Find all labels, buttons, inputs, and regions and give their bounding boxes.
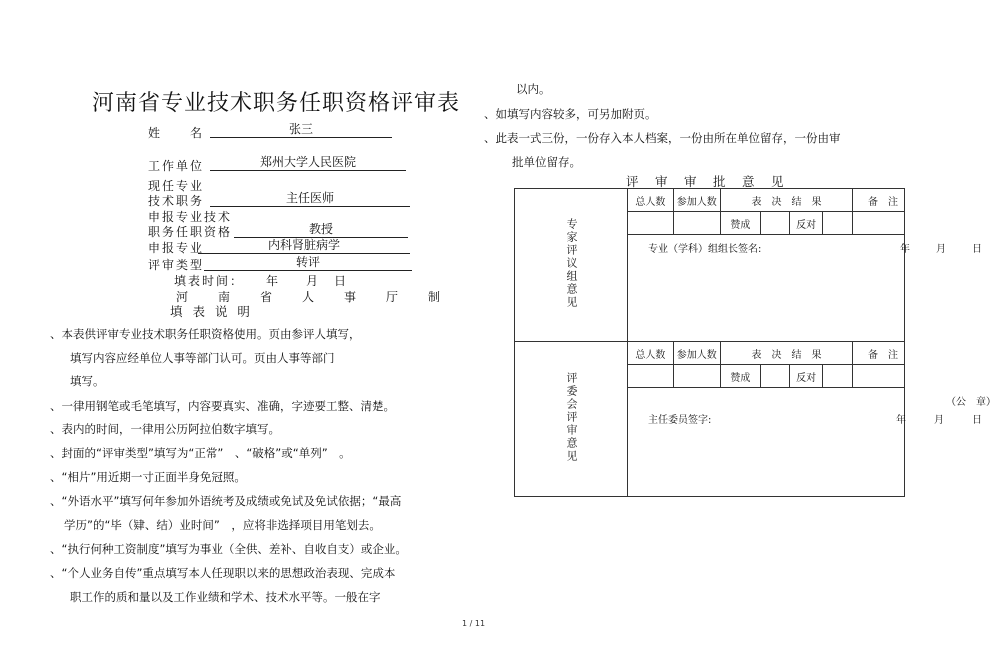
sign-year: 年 bbox=[896, 415, 906, 426]
sign-year: 年 bbox=[900, 244, 910, 255]
review-title: 评 审 审 批 意 见 bbox=[626, 174, 786, 189]
agree-label-cell: 赞成 bbox=[720, 365, 760, 388]
committee-opinion-area[interactable] bbox=[628, 388, 996, 497]
note-cell[interactable] bbox=[853, 212, 905, 235]
apply-qualification-field[interactable]: 教授 bbox=[234, 222, 408, 238]
oppose-count-cell[interactable] bbox=[823, 365, 853, 388]
instruction-line: 、“个人业务自传”重点填写本人任现职以来的思想政治表现、完成本 bbox=[50, 566, 396, 580]
oppose-count-cell[interactable] bbox=[823, 212, 853, 235]
date-day: 日 bbox=[334, 274, 349, 288]
instruction-line: 、本表供评审专业技术职务任职资格使用。页由参评人填写， bbox=[50, 327, 361, 341]
review-type-label: 评审类型 bbox=[148, 258, 205, 272]
col-participants-header: 参加人数 bbox=[673, 189, 720, 212]
current-post-label-1: 现任专业 bbox=[148, 179, 205, 193]
date-year: 年 bbox=[266, 274, 281, 288]
instructions-title: 填 表 说 明 bbox=[170, 304, 253, 319]
apply-qualification-label-1: 申报专业技术 bbox=[148, 210, 233, 224]
col-result-header: 表 决 结 果 bbox=[720, 342, 852, 365]
instruction-line: 学历”的“毕（肄、结）业时间” ，应将非选择项目用笔划去。 bbox=[64, 518, 381, 532]
date-label: 填表时间： bbox=[174, 274, 245, 288]
agree-count-cell[interactable] bbox=[760, 212, 789, 235]
issuing-authority: 河 南 省 人 事 厅 制 bbox=[176, 290, 443, 304]
sign-day: 日 bbox=[972, 415, 982, 426]
col-note-header: 备 注 bbox=[853, 342, 905, 365]
col-total-header: 总人数 bbox=[628, 189, 674, 212]
right-note-line: 、此表一式三份，一份存入本人档案，一份由所在单位留存，一份由审 bbox=[484, 131, 841, 145]
unit-field[interactable]: 郑州大学人民医院 bbox=[210, 155, 406, 171]
participants-count-cell[interactable] bbox=[673, 212, 720, 235]
oppose-label-cell: 反对 bbox=[790, 212, 823, 235]
instruction-line: 职工作的质和量以及工作业绩和学术、技术水平等。一般在字 bbox=[70, 590, 381, 604]
major-label: 申报专业 bbox=[148, 241, 205, 255]
current-post-label-2: 技术职务 bbox=[148, 194, 205, 208]
agree-count-cell[interactable] bbox=[760, 365, 789, 388]
committee-label: 评委会评审意见 bbox=[565, 372, 578, 463]
col-note-header: 备 注 bbox=[853, 189, 905, 212]
expert-panel-label: 专家评议组意见 bbox=[565, 218, 578, 309]
note-cell[interactable] bbox=[853, 365, 905, 388]
right-note-line: 、如填写内容较多，可另加附页。 bbox=[484, 107, 657, 121]
instruction-line: 填写内容应经单位人事等部门认可。页由人事等部门 bbox=[70, 351, 335, 365]
sign-month: 月 bbox=[934, 415, 944, 426]
current-post-field[interactable]: 主任医师 bbox=[210, 191, 410, 207]
col-total-header: 总人数 bbox=[628, 342, 674, 365]
instruction-line: 、一律用钢笔或毛笔填写，内容要真实、准确，字迹要工整、清楚。 bbox=[50, 399, 395, 413]
instruction-line: 、封面的“评审类型”填写为“正常” 、“破格”或“单列” 。 bbox=[50, 446, 351, 460]
right-note-line: 批单位留存。 bbox=[512, 155, 581, 169]
page-number: 1 / 11 bbox=[462, 619, 486, 628]
review-type-field[interactable]: 转评 bbox=[204, 255, 412, 271]
sign-month: 月 bbox=[936, 244, 946, 255]
expert-opinion-area[interactable] bbox=[628, 235, 982, 342]
instruction-line: 、“外语水平”填写何年参加外语统考及成绩或免试及免试依据；“最高 bbox=[50, 494, 402, 508]
instruction-line: 填写。 bbox=[70, 374, 105, 388]
apply-qualification-label-2: 职务任职资格 bbox=[148, 225, 233, 239]
name-label: 姓 名 bbox=[148, 126, 205, 140]
col-participants-header: 参加人数 bbox=[673, 342, 720, 365]
instruction-line: 、“相片”用近期一寸正面半身免冠照。 bbox=[50, 470, 246, 484]
chair-sign-label: 主任委员签字: bbox=[648, 415, 712, 426]
review-table bbox=[514, 188, 996, 497]
instruction-line: 、表内的时间，一律用公历阿拉伯数字填写。 bbox=[50, 422, 280, 436]
participants-count-cell[interactable] bbox=[673, 365, 720, 388]
name-field[interactable]: 张三 bbox=[210, 122, 392, 138]
total-count-cell[interactable] bbox=[628, 212, 674, 235]
expert-panel-label-cell bbox=[515, 189, 628, 342]
date-month: 月 bbox=[306, 274, 321, 288]
major-field[interactable]: 内科肾脏病学 bbox=[198, 238, 410, 254]
oppose-label-cell: 反对 bbox=[790, 365, 823, 388]
sign-day: 日 bbox=[972, 244, 982, 255]
document-title: 河南省专业技术职务任职资格评审表 bbox=[92, 91, 461, 116]
unit-label: 工作单位 bbox=[148, 159, 205, 173]
col-result-header: 表 决 结 果 bbox=[720, 189, 852, 212]
agree-label-cell: 赞成 bbox=[720, 212, 760, 235]
total-count-cell[interactable] bbox=[628, 365, 674, 388]
group-leader-sign-label: 专业（学科）组组长签名: bbox=[648, 244, 762, 255]
official-seal-label: （公 章） bbox=[946, 397, 996, 408]
committee-label-cell bbox=[515, 342, 628, 497]
right-note-line: 以内。 bbox=[516, 82, 551, 96]
instruction-line: 、“执行何种工资制度”填写为事业（全供、差补、自收自支）或企业。 bbox=[50, 542, 407, 556]
